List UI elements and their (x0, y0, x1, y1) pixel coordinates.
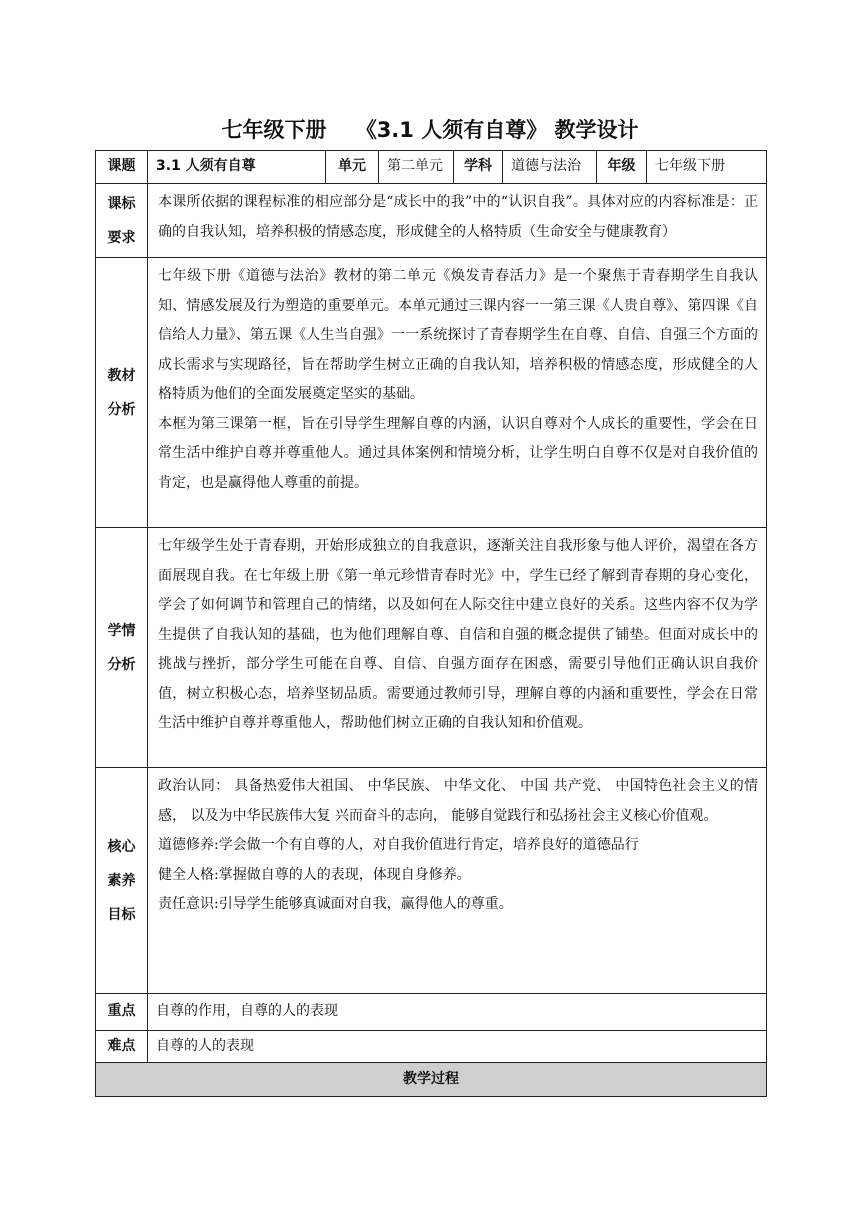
subject-value: 道德与法治 (503, 151, 597, 184)
key-points-row (96, 994, 767, 1031)
lesson-plan-table (95, 150, 767, 1097)
standard-label (96, 184, 148, 258)
literacy-row (96, 768, 767, 994)
standard-label-line2: 要求 (107, 229, 136, 246)
standard-row (96, 184, 767, 258)
topic-value: 3.1 人须有自尊 (148, 151, 326, 184)
literacy-paragraph-responsibility: 责任意识:引导学生能够真诚面对自我，赢得他人的尊重。 (158, 896, 513, 912)
students-label-line1: 学情 (107, 622, 136, 639)
key-points-text: 自尊的作用，自尊的人的表现 (148, 994, 767, 1031)
document-title: 七年级下册 《3.1 人须有自尊》 教学设计 (221, 118, 639, 142)
process-header: 教学过程 (96, 1063, 767, 1097)
textbook-label-line2: 分析 (107, 401, 136, 418)
students-label-line2: 分析 (107, 656, 136, 673)
textbook-paragraph-2: 本框为第三课第一框，旨在引导学生理解自尊的内涵，认识自尊对个人成长的重要性，学会在日常生活中维护自尊并尊重他人。通过具体案例和情境分析，让学生明白自尊不仅是对自我价值的肯定，也是赢得他人尊重的前提。 (158, 415, 758, 491)
textbook-row (96, 258, 767, 528)
textbook-text (148, 258, 767, 528)
difficulties-label: 难点 (96, 1031, 148, 1063)
literacy-label-line1: 核心 (107, 838, 136, 855)
literacy-text (148, 768, 767, 994)
literacy-paragraph-moral: 道德修养:学会做一个有自尊的人，对自我价值进行肯定，培养良好的道德品行 (158, 837, 639, 853)
students-label (96, 528, 148, 768)
subject-label: 学科 (454, 151, 503, 184)
key-points-label: 重点 (96, 994, 148, 1031)
standard-label-line1: 课标 (107, 195, 136, 212)
difficulties-row (96, 1031, 767, 1063)
topic-label: 课题 (96, 151, 148, 184)
students-row (96, 528, 767, 768)
literacy-label-line2: 素养 (107, 872, 136, 889)
grade-value: 七年级下册 (647, 151, 767, 184)
textbook-label-line1: 教材 (107, 367, 136, 384)
literacy-label (96, 768, 148, 994)
textbook-label (96, 258, 148, 528)
literacy-label-line3: 目标 (107, 906, 136, 923)
process-header-row (96, 1063, 767, 1097)
unit-label: 单元 (326, 151, 379, 184)
difficulties-text: 自尊的人的表现 (148, 1031, 767, 1063)
literacy-paragraph-political: 政治认同： 具备热爱伟大祖国、 中华民族、 中华文化、 中国 共产党、 中国特色社会主义的情感， 以及为中华民族伟大复 兴而奋斗的志向， 能够自觉践行和弘扬社会主义核心价值观。 (158, 778, 758, 824)
textbook-paragraph-1: 七年级下册《道德与法治》教材的第二单元《焕发青春活力》是一个聚焦于青春期学生自我认知、情感发展及行为塑造的重要单元。本单元通过三课内容一一第三课《人贵自尊》、第四课《自信给人力量》、第五课《人生当自强》一一系统探讨了青春期学生在自尊、自信、自强三个方面的成长需求与实现路径，旨在帮助学生树立正确的自我认知，培养积极的情感态度，形成健全的人格特质为他们的全面发展奠定坚实的基础。 (158, 268, 758, 402)
literacy-paragraph-personality: 健全人格:掌握做自尊的人的表现，体现自身修养。 (158, 866, 471, 883)
students-text: 七年级学生处于青春期，开始形成独立的自我意识，逐渐关注自我形象与他人评价，渴望在各方面展现自我。在七年级上册《第一单元珍惜青春时光》中，学生已经了解到青春期的身心变化，学会了如何调节和管理自己的情绪，以及如何在人际交往中建立良好的关系。这些内容不仅为学生提供了自我认知的基础，也为他们理解自尊、自信和自强的概念提供了铺垫。但面对成长中的挑战与挫折，部分学生可能在自尊、自信、自强方面存在困惑，需要引导他们正确认识自我价值，树立积极心态，培养坚韧品质。需要通过教师引导，理解自尊的内涵和重要性，学会在日常生活中维护自尊并尊重他人，帮助他们树立正确的自我认知和价值观。 (148, 528, 767, 768)
standard-text: 本课所依据的课程标准的相应部分是“成长中的我”中的“认识自我”。具体对应的内容标准是：正确的自我认知，培养积极的情感态度，形成健全的人格特质（生命安全与健康教育） (148, 184, 767, 258)
grade-label: 年级 (597, 151, 647, 184)
header-row (96, 151, 767, 184)
unit-value: 第二单元 (379, 151, 454, 184)
